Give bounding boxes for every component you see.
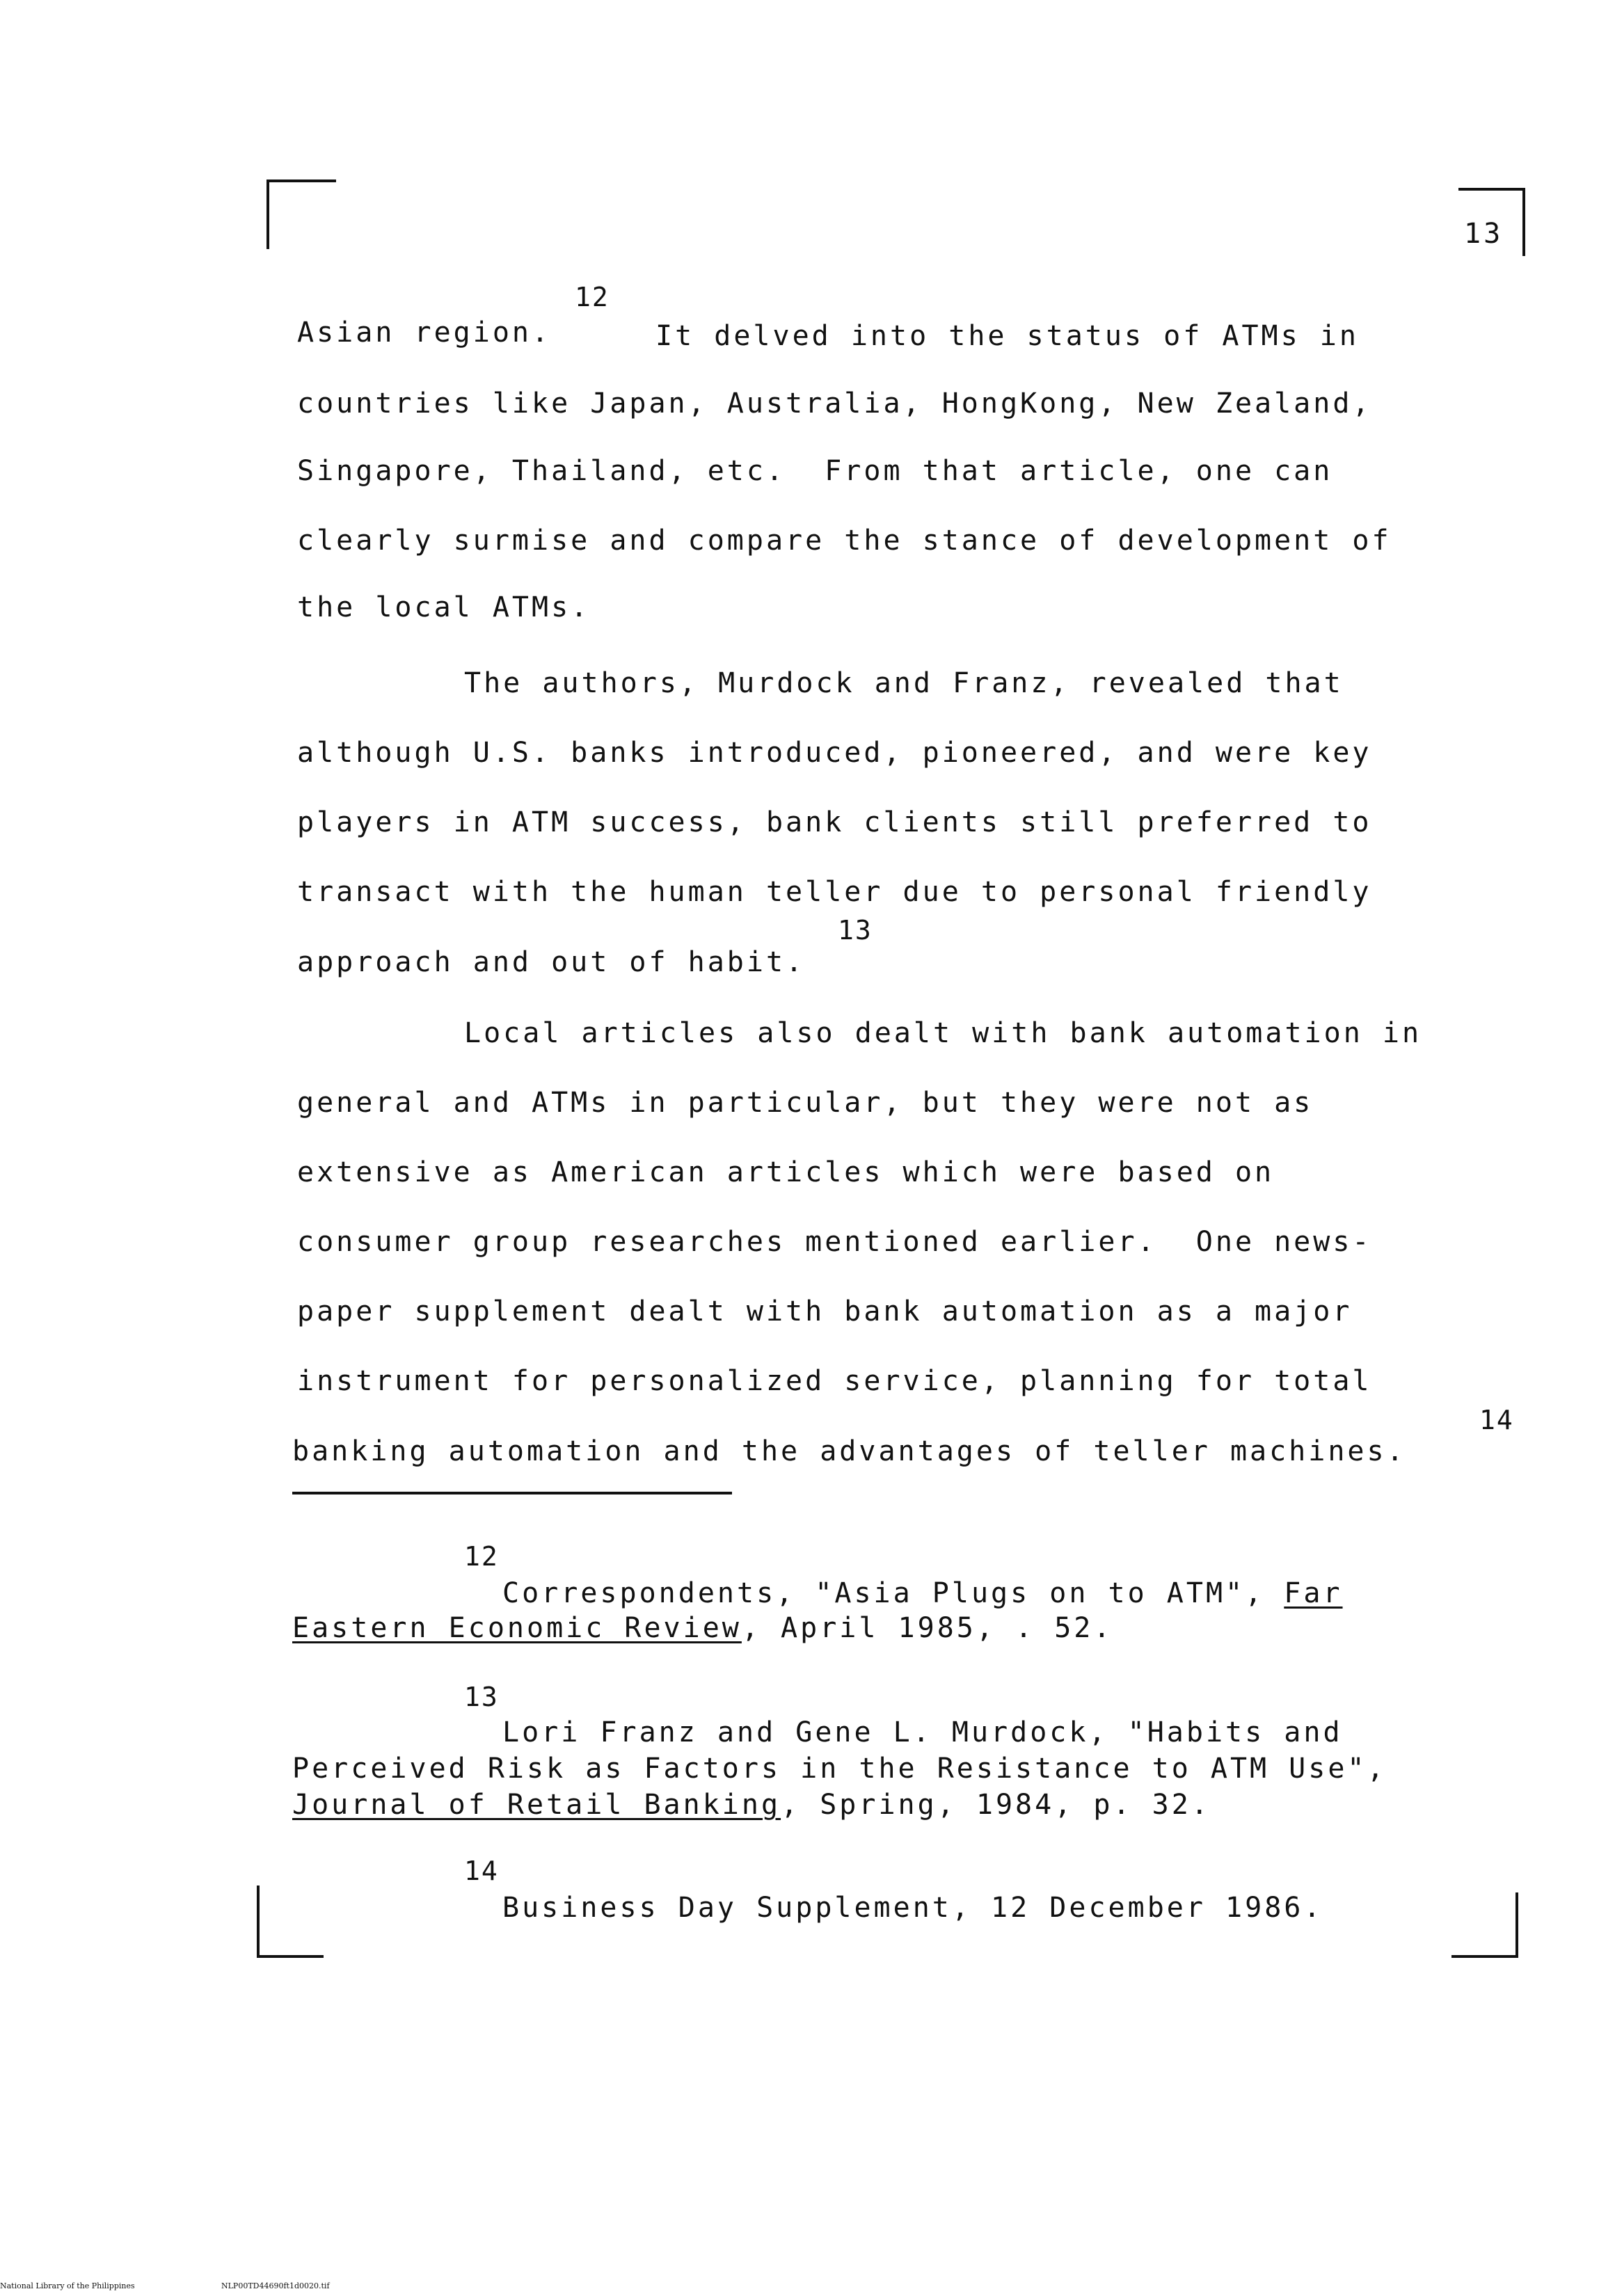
crop-mark-top-right-h bbox=[1458, 188, 1525, 191]
crop-mark-top-left-v bbox=[266, 180, 269, 249]
body-line: Singapore, Thailand, etc. From that article, one can bbox=[297, 455, 1333, 487]
footnote-12-journal-title-part-2: Eastern Economic Review bbox=[292, 1612, 742, 1644]
body-line: the local ATMs. bbox=[297, 591, 591, 623]
body-line: general and ATMs in particular, but they were not as bbox=[297, 1087, 1314, 1119]
body-line: paper supplement dealt with bank automation as a major bbox=[297, 1296, 1353, 1328]
body-line: approach and out of habit. bbox=[297, 946, 806, 978]
scan-footer-left: National Library of the Philippines bbox=[0, 2281, 135, 2290]
footnote-14-line-1: Business Day Supplement, 12 December 1986. bbox=[502, 1892, 1323, 1924]
footnote-13-journal-title: Journal of Retail Banking bbox=[292, 1789, 781, 1821]
body-line: It delved into the status of ATMs in bbox=[655, 320, 1359, 352]
footnote-13-line-2: Perceived Risk as Factors in the Resistance to ATM Use", bbox=[292, 1753, 1387, 1785]
body-line: extensive as American articles which were based on bbox=[297, 1156, 1275, 1188]
body-line: consumer group researches mentioned earlier. One news- bbox=[297, 1226, 1372, 1258]
body-line: Asian region. bbox=[297, 317, 552, 349]
body-line: countries like Japan, Australia, HongKong, New Zealand, bbox=[297, 388, 1372, 420]
footnote-separator bbox=[292, 1492, 732, 1494]
footnote-ref-12: 12 bbox=[575, 282, 610, 312]
footnote-12-line-2: Eastern Economic Review, April 1985, . 52. bbox=[292, 1612, 1113, 1644]
footnote-13-line-1: Lori Franz and Gene L. Murdock, "Habits and bbox=[502, 1716, 1343, 1748]
crop-mark-bottom-left-h bbox=[257, 1955, 324, 1958]
body-line: Local articles also dealt with bank automation in bbox=[464, 1017, 1422, 1049]
crop-mark-bottom-right-v bbox=[1516, 1892, 1518, 1958]
page-number: 13 bbox=[1464, 218, 1504, 250]
footnote-number-12: 12 bbox=[464, 1541, 499, 1572]
footnote-number-13: 13 bbox=[464, 1682, 499, 1712]
scan-footer-right: NLP00TD44690ft1d0020.tif bbox=[221, 2281, 330, 2290]
body-line: although U.S. banks introduced, pioneered, and were key bbox=[297, 737, 1372, 769]
crop-mark-top-right-v bbox=[1522, 188, 1525, 256]
footnote-12-line-1: Correspondents, "Asia Plugs on to ATM", Far bbox=[502, 1577, 1343, 1609]
footnote-12-journal-title-part-1: Far bbox=[1284, 1577, 1343, 1609]
crop-mark-top-left-h bbox=[266, 180, 336, 182]
body-line: instrument for personalized service, planning for total bbox=[297, 1365, 1372, 1397]
body-line: The authors, Murdock and Franz, revealed that bbox=[464, 667, 1344, 699]
body-line: players in ATM success, bank clients still preferred to bbox=[297, 806, 1372, 838]
footnote-ref-13: 13 bbox=[838, 915, 873, 946]
body-line: banking automation and the advantages of teller machines. bbox=[292, 1435, 1406, 1467]
body-line: transact with the human teller due to personal friendly bbox=[297, 876, 1372, 908]
crop-mark-bottom-left-v bbox=[257, 1886, 260, 1958]
footnote-ref-14: 14 bbox=[1479, 1405, 1514, 1435]
crop-mark-bottom-right-h bbox=[1451, 1955, 1518, 1958]
footnote-13-line-3: Journal of Retail Banking, Spring, 1984, p. 32. bbox=[292, 1789, 1211, 1821]
footnote-number-14: 14 bbox=[464, 1856, 499, 1886]
body-line: clearly surmise and compare the stance of development of bbox=[297, 525, 1392, 557]
